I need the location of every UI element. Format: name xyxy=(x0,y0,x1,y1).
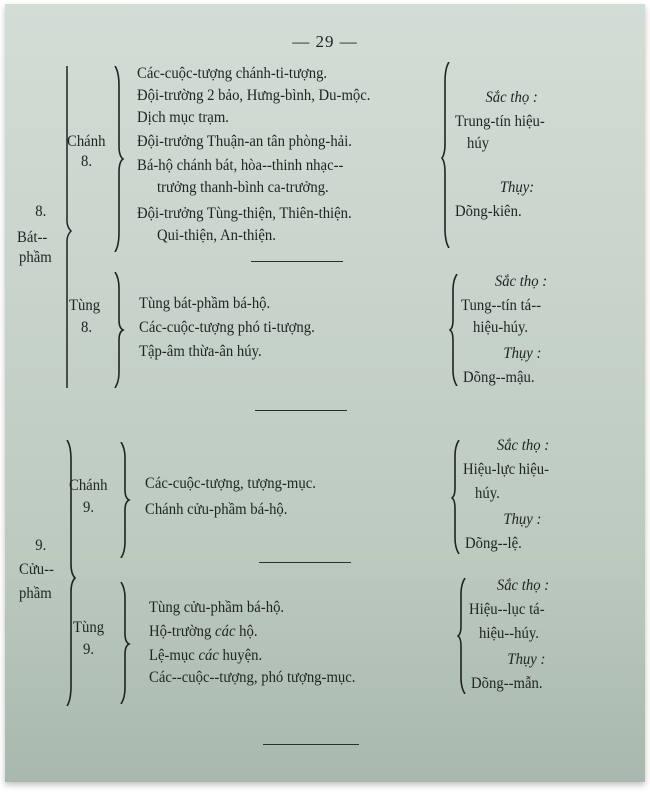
office-line: Tùng cửu-phầm bá-hộ. xyxy=(149,599,285,616)
office-line: Các-cuộc-tượng phó ti-tượng. xyxy=(139,319,315,336)
office-line: Các-cuộc-tượng chánh-ti-tượng. xyxy=(137,65,328,82)
group-brace-icon xyxy=(117,442,131,558)
sac-tho-label: Sắc thọ : xyxy=(496,577,550,594)
office-text-italic: các xyxy=(215,623,236,640)
sac-tho-label: Sắc thọ : xyxy=(485,89,538,106)
office-line xyxy=(149,622,258,642)
office-text: Hộ-trường xyxy=(149,623,212,640)
book-page xyxy=(5,4,645,782)
thuy-label: Thụy : xyxy=(503,511,542,528)
page-number: — 29 — xyxy=(292,32,358,51)
rank-name-line-2: phầm xyxy=(19,249,52,266)
sac-tho-label: Sắc thọ : xyxy=(496,437,550,454)
sac-tho-value-line-1: Trung-tín hiệu- xyxy=(455,113,545,130)
office-line: Dịch mục trạm. xyxy=(137,109,229,126)
group-brace-icon xyxy=(111,66,125,252)
group-brace-icon xyxy=(111,272,125,388)
office-text-italic: các xyxy=(198,647,219,664)
sac-tho-value-line-1: Tung--tín tá-- xyxy=(461,297,542,314)
group-label-line-1: Chánh xyxy=(67,133,106,150)
rank-number: 8. xyxy=(35,203,47,220)
thuy-value: Dõng-kiên. xyxy=(455,203,522,220)
group-brace-icon xyxy=(117,582,131,704)
office-line: Đội-trường 2 bảo, Hưng-bình, Du-mộc. xyxy=(137,87,371,104)
office-line: trưởng thanh-bình ca-trưởng. xyxy=(157,179,329,196)
sac-tho-label: Sắc thọ : xyxy=(494,273,548,290)
thuy-value: Dõng--mẫn. xyxy=(471,675,543,692)
title-brace-icon xyxy=(441,62,453,248)
office-text: hộ. xyxy=(239,623,258,640)
rank-name-line-1: Cửu-- xyxy=(19,561,54,578)
office-line: Đội-trưởng Tùng-thiện, Thiên-thiện. xyxy=(137,205,352,222)
office-line: Tùng bát-phầm bá-hộ. xyxy=(139,295,271,312)
office-line: Các--cuộc--tượng, phó tượng-mục. xyxy=(149,669,356,686)
sac-tho-value-line-1: Hiệu--lục tá- xyxy=(469,601,545,618)
thuy-value: Dõng--lệ. xyxy=(465,535,522,552)
rank-name-line-2: phầm xyxy=(19,585,52,602)
office-line: Các-cuộc-tượng, tượng-mục. xyxy=(145,475,316,492)
group-label-line-1: Tùng xyxy=(73,619,105,636)
section-divider xyxy=(255,410,347,411)
group-label-line-2: 8. xyxy=(81,319,93,336)
office-line: Qui-thiện, An-thiện. xyxy=(157,227,276,244)
thuy-value: Dõng--mậu. xyxy=(463,369,535,386)
office-line xyxy=(149,646,262,666)
group-label-line-2: 8. xyxy=(81,153,93,170)
sac-tho-value-line-2: hiệu-húy. xyxy=(473,319,529,336)
divider xyxy=(259,562,351,563)
office-line: Bá-hộ chánh bát, hòa--thinh nhạc-- xyxy=(137,157,344,174)
title-brace-icon xyxy=(457,578,469,694)
section-brace-icon xyxy=(61,66,73,388)
sac-tho-value-line-1: Hiệu-lực hiệu- xyxy=(463,461,550,478)
rank-number: 9. xyxy=(35,537,47,554)
title-brace-icon xyxy=(451,440,463,554)
office-line: Chánh cửu-phầm bá-hộ. xyxy=(145,501,288,518)
sac-tho-value-line-2: hiệu--húy. xyxy=(479,625,539,642)
group-label-line-1: Tùng xyxy=(69,297,101,314)
thuy-label: Thụy : xyxy=(507,651,546,668)
group-label-line-2: 9. xyxy=(83,499,95,516)
end-ornament-rule xyxy=(263,744,359,745)
divider xyxy=(251,261,343,262)
title-brace-icon xyxy=(449,274,461,386)
sac-tho-value-line-2: húy. xyxy=(475,485,500,502)
office-line: Tập-âm thừa-ân húy. xyxy=(139,343,262,360)
office-text: Lệ-mục xyxy=(149,647,195,664)
rank-name-line-1: Bát-- xyxy=(17,229,48,246)
group-label-line-1: Chánh xyxy=(69,477,108,494)
thuy-label: Thụy : xyxy=(503,345,542,362)
office-text: huyện. xyxy=(222,647,263,664)
thuy-label: Thụy: xyxy=(499,179,535,196)
office-line: Đội-trưởng Thuận-an tân phòng-hải. xyxy=(137,133,352,150)
group-label-line-2: 9. xyxy=(83,641,95,658)
sac-tho-value-line-2: húy xyxy=(467,135,490,152)
